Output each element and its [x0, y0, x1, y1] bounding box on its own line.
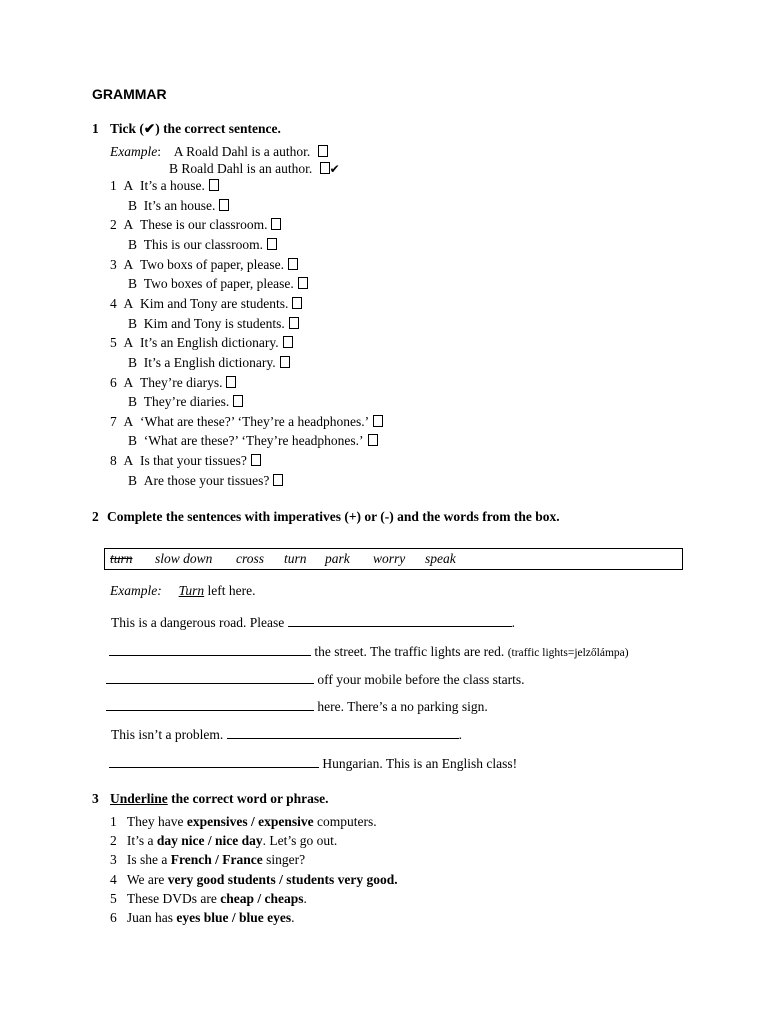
example-label: Example:	[110, 583, 162, 598]
ex2-number: 2	[92, 509, 99, 524]
ex1-number: 1	[92, 121, 99, 136]
checkbox[interactable]	[273, 474, 283, 486]
ex2-sentence-5: This isn’t a problem. .	[111, 727, 462, 742]
checkbox[interactable]	[226, 376, 236, 388]
list-item: B ‘What are these?’ ‘They’re headphones.’	[128, 433, 378, 449]
ex2-example	[110, 583, 255, 599]
checkbox[interactable]	[283, 336, 293, 348]
list-item: 7 A ‘What are these?’ ‘They’re a headphones.’	[110, 414, 383, 430]
word-box-item: speak	[425, 551, 456, 566]
example-rest: left here.	[207, 583, 256, 598]
answer-blank[interactable]	[109, 644, 311, 656]
checkbox[interactable]	[318, 145, 328, 157]
check-mark-icon: ✔	[329, 162, 340, 176]
choice-phrase[interactable]: expensives / expensive	[186, 814, 314, 829]
answer-blank[interactable]	[106, 672, 314, 684]
ex2-sentence-4: here. There’s a no parking sign.	[106, 699, 488, 715]
example-a-text: A Roald Dahl is a author.	[173, 144, 311, 159]
checkbox[interactable]	[289, 317, 299, 329]
checkbox[interactable]	[292, 297, 302, 309]
list-item: 3 A Two boxs of paper, please.	[110, 257, 298, 273]
ex3-instruction: Underline the correct word or phrase.	[110, 791, 329, 806]
list-item: 5 These DVDs are cheap / cheaps.	[110, 891, 307, 906]
ex2-sentence-6: Hungarian. This is an English class!	[109, 756, 517, 772]
checkbox[interactable]	[373, 415, 383, 427]
checkbox[interactable]	[209, 179, 219, 191]
list-item: 2 A These is our classroom.	[110, 217, 281, 233]
checkbox[interactable]	[280, 356, 290, 368]
list-item: 6 Juan has eyes blue / blue eyes.	[110, 910, 295, 925]
answer-blank[interactable]	[227, 727, 459, 739]
ex3-number: 3	[92, 791, 99, 806]
checkbox[interactable]	[298, 277, 308, 289]
translation-note: (traffic lights=jelzőlámpa)	[507, 647, 629, 659]
choice-phrase[interactable]: cheap / cheaps	[220, 891, 304, 906]
word-box-item: turn	[110, 551, 133, 566]
word-box	[104, 548, 683, 570]
word-box-item: park	[325, 551, 350, 566]
answer-blank[interactable]	[288, 615, 512, 627]
list-item: 1 A It’s a house.	[110, 178, 219, 194]
ex1-instruction: Tick (✔) the correct sentence.	[110, 121, 281, 136]
checkbox[interactable]	[267, 238, 277, 250]
checkbox[interactable]	[320, 162, 330, 174]
ex2-sentence-1: This is a dangerous road. Please .	[111, 615, 515, 630]
list-item: B This is our classroom.	[128, 237, 277, 253]
answer-blank[interactable]	[109, 756, 319, 768]
list-item: B It’s a English dictionary.	[128, 355, 290, 371]
checkbox[interactable]	[219, 199, 229, 211]
word-box-item: turn	[284, 551, 307, 566]
list-item: 8 A Is that your tissues?	[110, 453, 261, 469]
list-item: B It’s an house.	[128, 198, 229, 214]
example-label: Example	[110, 144, 158, 159]
choice-phrase[interactable]: day nice / nice day	[156, 833, 263, 848]
list-item: 5 A It’s an English dictionary.	[110, 335, 293, 351]
choice-phrase[interactable]: French / France	[170, 852, 263, 867]
list-item: B Two boxes of paper, please.	[128, 276, 308, 292]
choice-phrase[interactable]: very good students / students very good.	[167, 872, 398, 887]
word-box-item: slow down	[155, 551, 213, 566]
ex2-instruction: Complete the sentences with imperatives (+) or (-) and the words from the box.	[107, 509, 560, 524]
word-box-item: cross	[236, 551, 265, 566]
word-box-item: worry	[373, 551, 406, 566]
example-b-text: B Roald Dahl is an author.	[169, 161, 313, 176]
choice-phrase[interactable]: eyes blue / blue eyes	[176, 910, 292, 925]
list-item: 2 It’s a day nice / nice day. Let’s go out.	[110, 833, 338, 848]
ex1-example-row-a: Example: A Roald Dahl is a author.	[110, 144, 328, 160]
list-item: 1 They have expensives / expensive computers.	[110, 814, 377, 829]
checkbox[interactable]	[368, 434, 378, 446]
answer-blank[interactable]	[106, 699, 314, 711]
list-item: B Are those your tissues?	[128, 473, 283, 489]
list-item: 4 A Kim and Tony are students.	[110, 296, 302, 312]
list-item: 3 Is she a French / France singer?	[110, 852, 306, 867]
checkbox[interactable]	[288, 258, 298, 270]
ex1-example-row-b	[169, 161, 340, 177]
example-answer: Turn	[178, 583, 205, 598]
list-item: B Kim and Tony is students.	[128, 316, 299, 332]
list-item: 4 We are very good students / students very good.	[110, 872, 398, 887]
list-item: B They’re diaries.	[128, 394, 243, 410]
checkbox[interactable]	[251, 454, 261, 466]
checkbox[interactable]	[271, 218, 281, 230]
list-item: 6 A They’re diarys.	[110, 375, 236, 391]
checkbox[interactable]	[233, 395, 243, 407]
page-title: GRAMMAR	[92, 86, 167, 102]
ex2-sentence-3: off your mobile before the class starts.	[106, 672, 524, 688]
ex2-sentence-2: the street. The traffic lights are red. (traffic lights=jelzőlámpa)	[109, 644, 629, 660]
